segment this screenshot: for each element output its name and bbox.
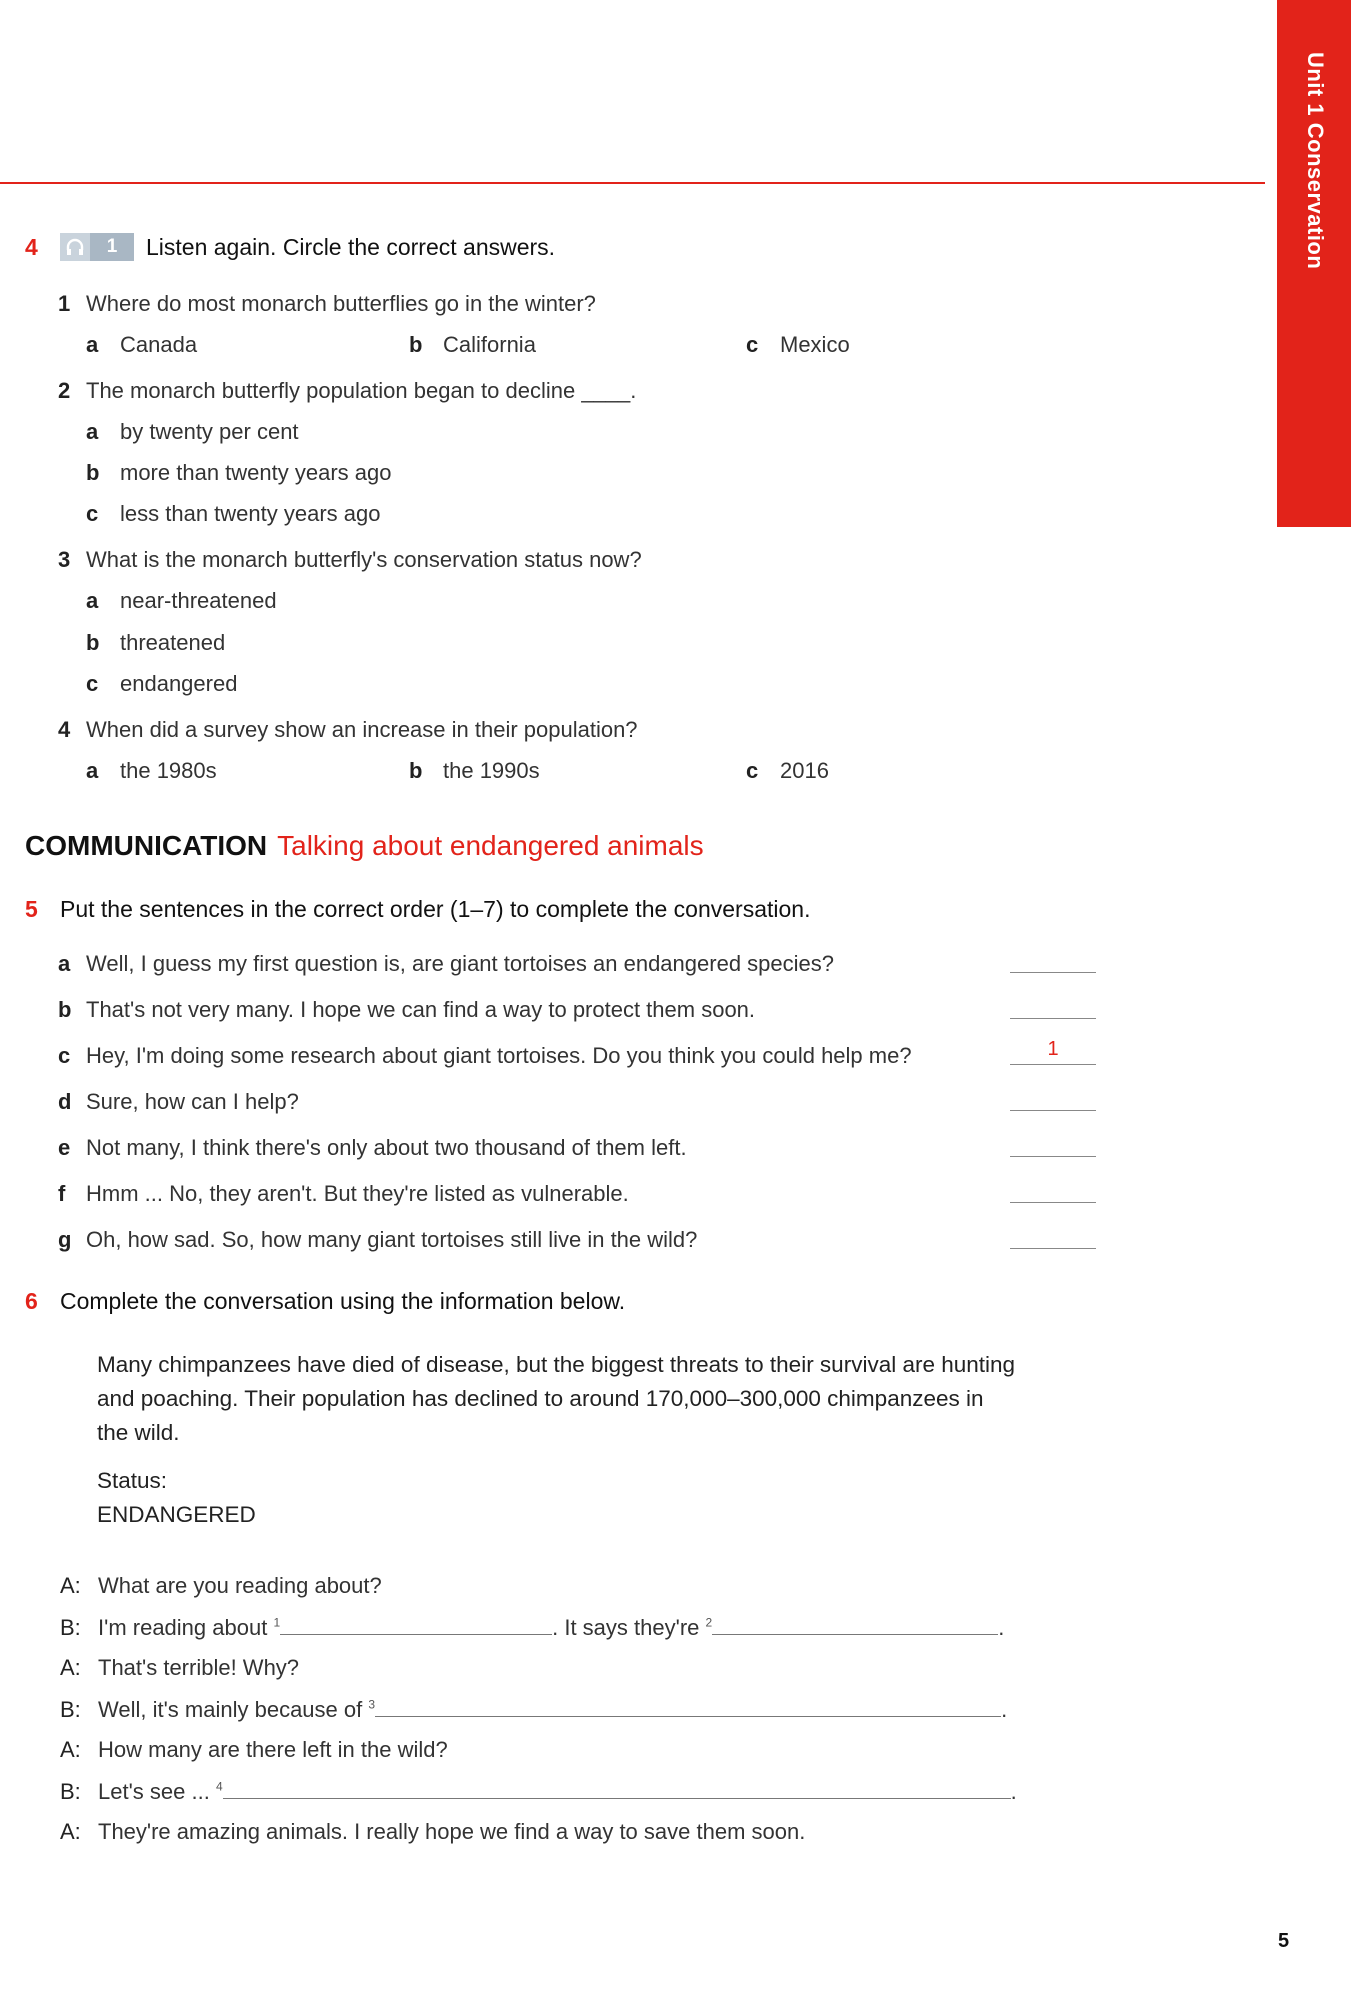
option-1a[interactable]: a Canada bbox=[86, 332, 198, 357]
sentence-e: e Not many, I think there's only about two thousand of them left. bbox=[58, 1135, 687, 1160]
section-heading: COMMUNICATION Talking about endangered animals bbox=[25, 830, 704, 861]
exercise-4-instruction: Listen again. Circle the correct answers. bbox=[146, 234, 556, 260]
answer-field-d[interactable] bbox=[1010, 1084, 1096, 1111]
answer-field-g[interactable] bbox=[1010, 1222, 1096, 1249]
unit-label: Unit 1 Conservation bbox=[1303, 52, 1328, 270]
option-4b[interactable]: b the 1990s bbox=[409, 758, 540, 783]
exercise-6-instruction: Complete the conversation using the information below. bbox=[60, 1288, 626, 1314]
blank-3[interactable] bbox=[375, 1696, 1001, 1717]
dialogue-line-1: A: What are you reading about? bbox=[60, 1573, 382, 1598]
dialogue-line-3: A: That's terrible! Why? bbox=[60, 1655, 300, 1680]
blank-1[interactable] bbox=[280, 1614, 552, 1635]
dialogue-line-2: B: I'm reading about $^1$ . It says they're $^2$ . bbox=[60, 1615, 1005, 1640]
headphones-icon bbox=[60, 233, 90, 261]
dialogue-line-6: B: Let's see ... $^4$ . bbox=[60, 1779, 1017, 1804]
exercise-4-number: 4 bbox=[25, 234, 38, 260]
option-3c[interactable]: c endangered bbox=[86, 671, 238, 696]
question-1: 1 Where do most monarch butterflies go in the winter? bbox=[58, 291, 596, 316]
option-3b[interactable]: b threatened bbox=[86, 630, 226, 655]
page-number: 5 bbox=[1278, 1930, 1290, 1952]
answer-field-a[interactable] bbox=[1010, 946, 1096, 973]
dialogue-line-7: A: They're amazing animals. I really hope we find a way to save them soon. bbox=[60, 1819, 806, 1844]
answer-field-c[interactable]: 1 bbox=[1010, 1038, 1096, 1065]
blank-4[interactable] bbox=[223, 1778, 1011, 1799]
status-label: Status: bbox=[97, 1468, 168, 1493]
option-2c[interactable]: c less than twenty years ago bbox=[86, 501, 381, 526]
answer-field-b[interactable] bbox=[1010, 992, 1096, 1019]
answer-field-e[interactable] bbox=[1010, 1130, 1096, 1157]
sentence-c: c Hey, I'm doing some research about giant tortoises. Do you think you could help me? bbox=[58, 1043, 912, 1068]
sentence-f: f Hmm ... No, they aren't. But they're listed as vulnerable. bbox=[58, 1181, 629, 1206]
status-value: ENDANGERED bbox=[97, 1502, 256, 1527]
blank-2[interactable] bbox=[712, 1614, 998, 1635]
sentence-a: a Well, I guess my first question is, are giant tortoises an endangered species? bbox=[58, 951, 834, 976]
header-rule bbox=[0, 182, 1265, 184]
question-4: 4 When did a survey show an increase in their population? bbox=[58, 717, 638, 742]
info-paragraph: Many chimpanzees have died of disease, but the biggest threats to their survival are hunting and poaching. Their population has declined to around 170,000–300,000 chimpanzees in the wild. bbox=[97, 1352, 1016, 1445]
question-2: 2 The monarch butterfly population began to decline ____. bbox=[58, 378, 637, 403]
dialogue-line-4: B: Well, it's mainly because of $^3$ . bbox=[60, 1697, 1008, 1722]
option-4a[interactable]: a the 1980s bbox=[86, 758, 217, 783]
option-1c[interactable]: c Mexico bbox=[746, 332, 850, 357]
sentence-b: b That's not very many. I hope we can find a way to protect them soon. bbox=[58, 997, 756, 1022]
exercise-5-number: 5 bbox=[25, 896, 38, 922]
option-4c[interactable]: c 2016 bbox=[746, 758, 829, 783]
exercise-5-instruction: Put the sentences in the correct order (1–7) to complete the conversation. bbox=[60, 896, 811, 922]
option-2a[interactable]: a by twenty per cent bbox=[86, 419, 299, 444]
sentence-g: g Oh, how sad. So, how many giant tortoises still live in the wild? bbox=[58, 1227, 698, 1252]
dialogue-line-5: A: How many are there left in the wild? bbox=[60, 1737, 448, 1762]
option-1b[interactable]: b California bbox=[409, 332, 536, 357]
exercise-6-number: 6 bbox=[25, 1288, 38, 1314]
question-3: 3 What is the monarch butterfly's conservation status now? bbox=[58, 547, 642, 572]
answer-field-f[interactable] bbox=[1010, 1176, 1096, 1203]
sentence-d: d Sure, how can I help? bbox=[58, 1089, 299, 1114]
option-2b[interactable]: b more than twenty years ago bbox=[86, 460, 392, 485]
audio-track-badge[interactable] bbox=[60, 233, 134, 261]
option-3a[interactable]: a near-threatened bbox=[86, 588, 277, 613]
track-number: 1 bbox=[90, 233, 134, 261]
